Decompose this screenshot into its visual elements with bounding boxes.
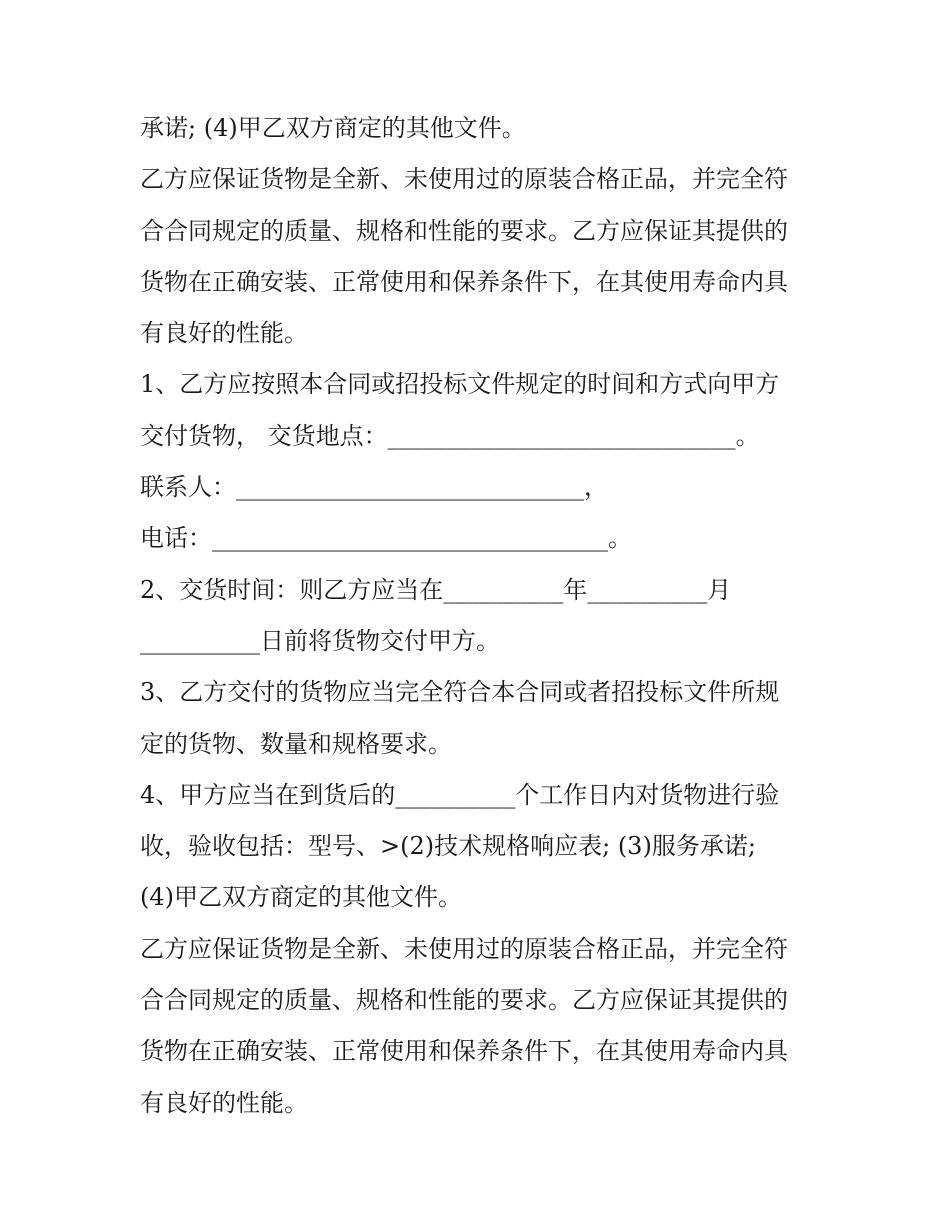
text-line: 收，验收包括：型号、>(2)技术规格响应表; (3)服务承诺; [140, 832, 756, 861]
text-line: 交付货物， 交货地点：_____________________________。 [140, 421, 760, 450]
text-line: 2、交货时间：则乙方应当在__________年__________月 [140, 575, 732, 604]
text-line: 货物在正确安装、正常使用和保养条件下，在其使用寿命内具 [140, 267, 788, 296]
text-line: 承诺; (4)甲乙双方商定的其他文件。 [140, 114, 526, 142]
text-line: 有良好的性能。 [140, 319, 308, 348]
text-line: 3、乙方交付的货物应当完全符合本合同或者招投标文件所规 [140, 678, 780, 707]
text-line: 货物在正确安装、正常使用和保养条件下，在其使用寿命内具 [140, 1037, 788, 1066]
text-line: 有良好的性能。 [140, 1088, 308, 1117]
document-body [140, 103, 830, 1129]
text-line: (4)甲乙双方商定的其他文件。 [140, 883, 462, 912]
text-line: 合合同规定的质量、规格和性能的要求。乙方应保证其提供的 [140, 986, 788, 1015]
text-line: 联系人：_____________________________， [140, 473, 608, 502]
text-line: 合合同规定的质量、规格和性能的要求。乙方应保证其提供的 [140, 216, 788, 245]
text-line: 乙方应保证货物是全新、未使用过的原装合格正品，并完全符 [140, 165, 788, 194]
text-line: 1、乙方应按照本合同或招投标文件规定的时间和方式向甲方 [140, 370, 780, 399]
text-line: 定的货物、数量和规格要求。 [140, 729, 452, 758]
text-line: 电话：_________________________________。 [140, 524, 632, 553]
text-line: 乙方应保证货物是全新、未使用过的原装合格正品，并完全符 [140, 934, 788, 963]
text-line: 4、甲方应当在到货后的__________个工作日内对货物进行验 [140, 780, 780, 809]
text-line: __________日前将货物交付甲方。 [140, 626, 500, 655]
